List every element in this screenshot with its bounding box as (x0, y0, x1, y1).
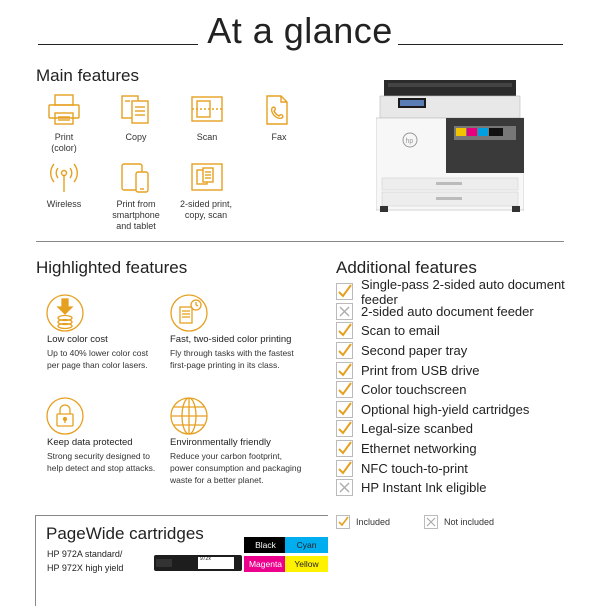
smartphone-tablet-icon (118, 160, 154, 194)
highlight-desc: Reduce your carbon footprint, power consumption and packaging waste for a better planet. (170, 451, 302, 485)
additional-feature-label: Color touchscreen (361, 382, 467, 398)
check-icon (336, 515, 350, 529)
check-icon (336, 420, 353, 437)
additional-feature-label: Scan to email (361, 323, 440, 339)
highlight-desc: Up to 40% lower color cost per page than color lasers. (47, 348, 149, 370)
additional-feature-row (336, 419, 473, 439)
section-divider (36, 241, 564, 242)
additional-feature-row (336, 341, 467, 361)
highlight-title: Fast, two-sided color printing (170, 334, 292, 345)
additional-feature-label: Second paper tray (361, 343, 468, 359)
legend-included-label: Included (356, 517, 391, 527)
additional-feature-row (336, 458, 468, 478)
scan-icon (189, 93, 225, 127)
page-title: At a glance (207, 10, 393, 51)
additional-feature-row (336, 302, 534, 322)
printer-image (376, 78, 524, 214)
cartridges-heading: PageWide cartridges (46, 524, 204, 543)
additional-feature-label: 2-sided auto document feeder (361, 303, 534, 319)
cross-icon (424, 515, 438, 529)
fax-icon (261, 93, 297, 127)
feature-label-scan: Scan (196, 132, 218, 142)
highlight-title: Keep data protected (47, 437, 133, 448)
additional-feature-row (336, 321, 440, 341)
feature-label-smartphone: Print from smartphone and tablet (112, 199, 160, 231)
svg-text:hp: hp (405, 138, 414, 145)
additional-feature-row (336, 360, 479, 380)
swatch-yellow: Yellow (285, 556, 328, 572)
legend-included (336, 515, 390, 529)
check-icon (336, 440, 353, 457)
additional-feature-label: Ethernet networking (361, 441, 477, 457)
title-rule-right (398, 44, 563, 45)
cartridge-image (154, 553, 242, 573)
lock-icon (45, 396, 85, 436)
globe-leaf-icon (169, 396, 209, 436)
fast-print-icon (169, 293, 209, 333)
highlight-desc: Strong security designed to help detect and stop attacks. (47, 451, 156, 473)
legend-not-included (424, 515, 494, 529)
feature-label-copy: Copy (125, 132, 147, 142)
check-icon (336, 401, 353, 418)
copy-icon (118, 93, 154, 127)
cross-icon (336, 479, 353, 496)
highlight-desc: Fly through tasks with the fastest first-page printing in its class. (170, 348, 294, 370)
check-icon (336, 362, 353, 379)
check-icon (336, 322, 353, 339)
highlighted-features-heading: Highlighted features (36, 258, 188, 277)
additional-feature-row (336, 400, 529, 420)
printer-icon (46, 93, 82, 127)
feature-label-print: Print (color) (51, 132, 77, 153)
feature-label-duplex: 2-sided print, copy, scan (179, 199, 233, 220)
additional-feature-label: Optional high-yield cartridges (361, 401, 530, 417)
legend-not-included-label: Not included (444, 517, 495, 527)
swatch-cyan: Cyan (285, 537, 328, 553)
additional-feature-row (336, 380, 467, 400)
check-icon (336, 381, 353, 398)
feature-label-wireless: Wireless (46, 199, 82, 209)
coins-down-icon (45, 293, 85, 333)
cartridge-high-yield: HP 972X high yield (47, 563, 124, 573)
additional-features-heading: Additional features (336, 258, 477, 277)
cartridge-standard: HP 972A standard/ (47, 549, 123, 559)
check-icon (336, 342, 353, 359)
check-icon (336, 460, 353, 477)
additional-feature-row (336, 439, 477, 459)
swatch-black: Black (244, 537, 287, 553)
additional-feature-row (336, 478, 487, 498)
cartridge-label: 972x (200, 556, 211, 562)
additional-feature-label: NFC touch-to-print (361, 460, 468, 476)
additional-feature-row (336, 276, 600, 307)
additional-feature-label: HP Instant Ink eligible (361, 480, 487, 496)
cross-icon (336, 303, 353, 320)
additional-feature-label: Print from USB drive (361, 362, 480, 378)
wireless-icon (46, 160, 82, 194)
highlight-title: Environmentally friendly (170, 437, 271, 448)
check-icon (336, 283, 353, 300)
duplex-icon (189, 160, 225, 194)
main-features-heading: Main features (36, 66, 139, 85)
swatch-magenta: Magenta (244, 556, 287, 572)
feature-label-fax: Fax (271, 132, 287, 142)
additional-feature-label: Single-pass 2-sided auto document feeder (361, 276, 565, 307)
highlight-title: Low color cost (47, 334, 108, 345)
additional-feature-label: Legal-size scanbed (361, 421, 474, 437)
